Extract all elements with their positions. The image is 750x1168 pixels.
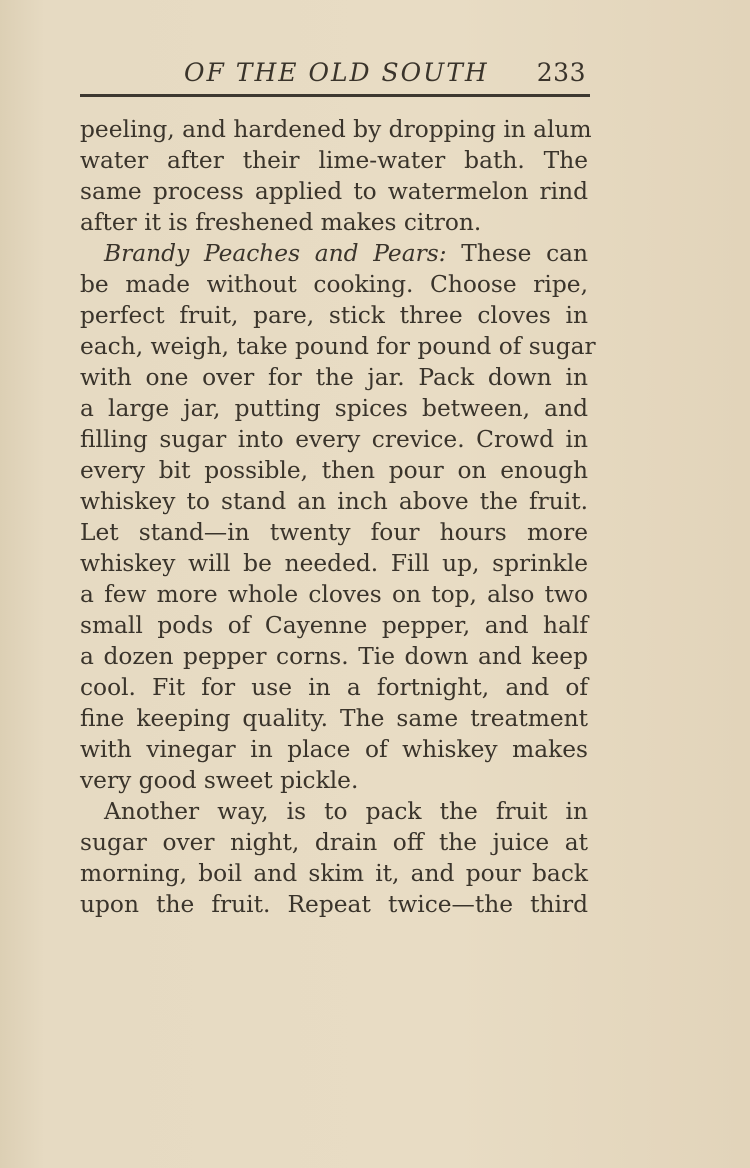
text-line: fine keeping quality. The same treatment bbox=[80, 705, 588, 732]
text-line: a dozen pepper corns. Tie down and keep bbox=[80, 643, 588, 670]
text-line-with-heading bbox=[80, 238, 588, 269]
text-line: perfect fruit, pare, stick three cloves in bbox=[80, 302, 588, 329]
text-line: with vinegar in place of whiskey makes bbox=[80, 736, 588, 763]
running-title: OF THE OLD SOUTH bbox=[184, 58, 489, 87]
page-number: 233 bbox=[536, 58, 586, 87]
text-line: small pods of Cayenne pepper, and half bbox=[80, 612, 588, 639]
recipe-heading: Brandy Peaches and Pears: bbox=[104, 240, 447, 267]
text-line: a large jar, putting spices between, and bbox=[80, 395, 588, 422]
text-line: same process applied to watermelon rind bbox=[80, 178, 588, 205]
header-rule bbox=[80, 94, 590, 97]
text-line: very good sweet pickle. bbox=[80, 767, 359, 794]
text-line: every bit possible, then pour on enough bbox=[80, 457, 588, 484]
text-line: peeling, and hardened by dropping in alum bbox=[80, 116, 592, 143]
text-line: sugar over night, drain off the juice at bbox=[80, 829, 588, 856]
text-line: whiskey to stand an inch above the fruit. bbox=[80, 488, 588, 515]
text-line: filling sugar into every crevice. Crowd in bbox=[80, 426, 588, 453]
text-line: morning, boil and skim it, and pour back bbox=[80, 860, 588, 887]
text-line: whiskey will be needed. Fill up, sprinkle bbox=[80, 550, 588, 577]
text-line: water after their lime-water bath. The bbox=[80, 147, 588, 174]
text-line: with one over for the jar. Pack down in bbox=[80, 364, 588, 391]
text-line: be made without cooking. Choose ripe, bbox=[80, 271, 588, 298]
text-line: each, weigh, take pound for pound of sugar bbox=[80, 333, 596, 360]
text-line: Another way, is to pack the fruit in bbox=[104, 798, 588, 825]
text-line: after it is freshened makes citron. bbox=[80, 209, 482, 236]
text-line: a few more whole cloves on top, also two bbox=[80, 581, 588, 608]
text-line: Let stand—in twenty four hours more bbox=[80, 519, 588, 546]
body-text bbox=[80, 114, 596, 920]
page-header bbox=[80, 52, 590, 92]
text-line: upon the fruit. Repeat twice—the third bbox=[80, 891, 588, 918]
text-line: cool. Fit for use in a fortnight, and of bbox=[80, 674, 588, 701]
text-line-rest: These can bbox=[461, 240, 589, 267]
